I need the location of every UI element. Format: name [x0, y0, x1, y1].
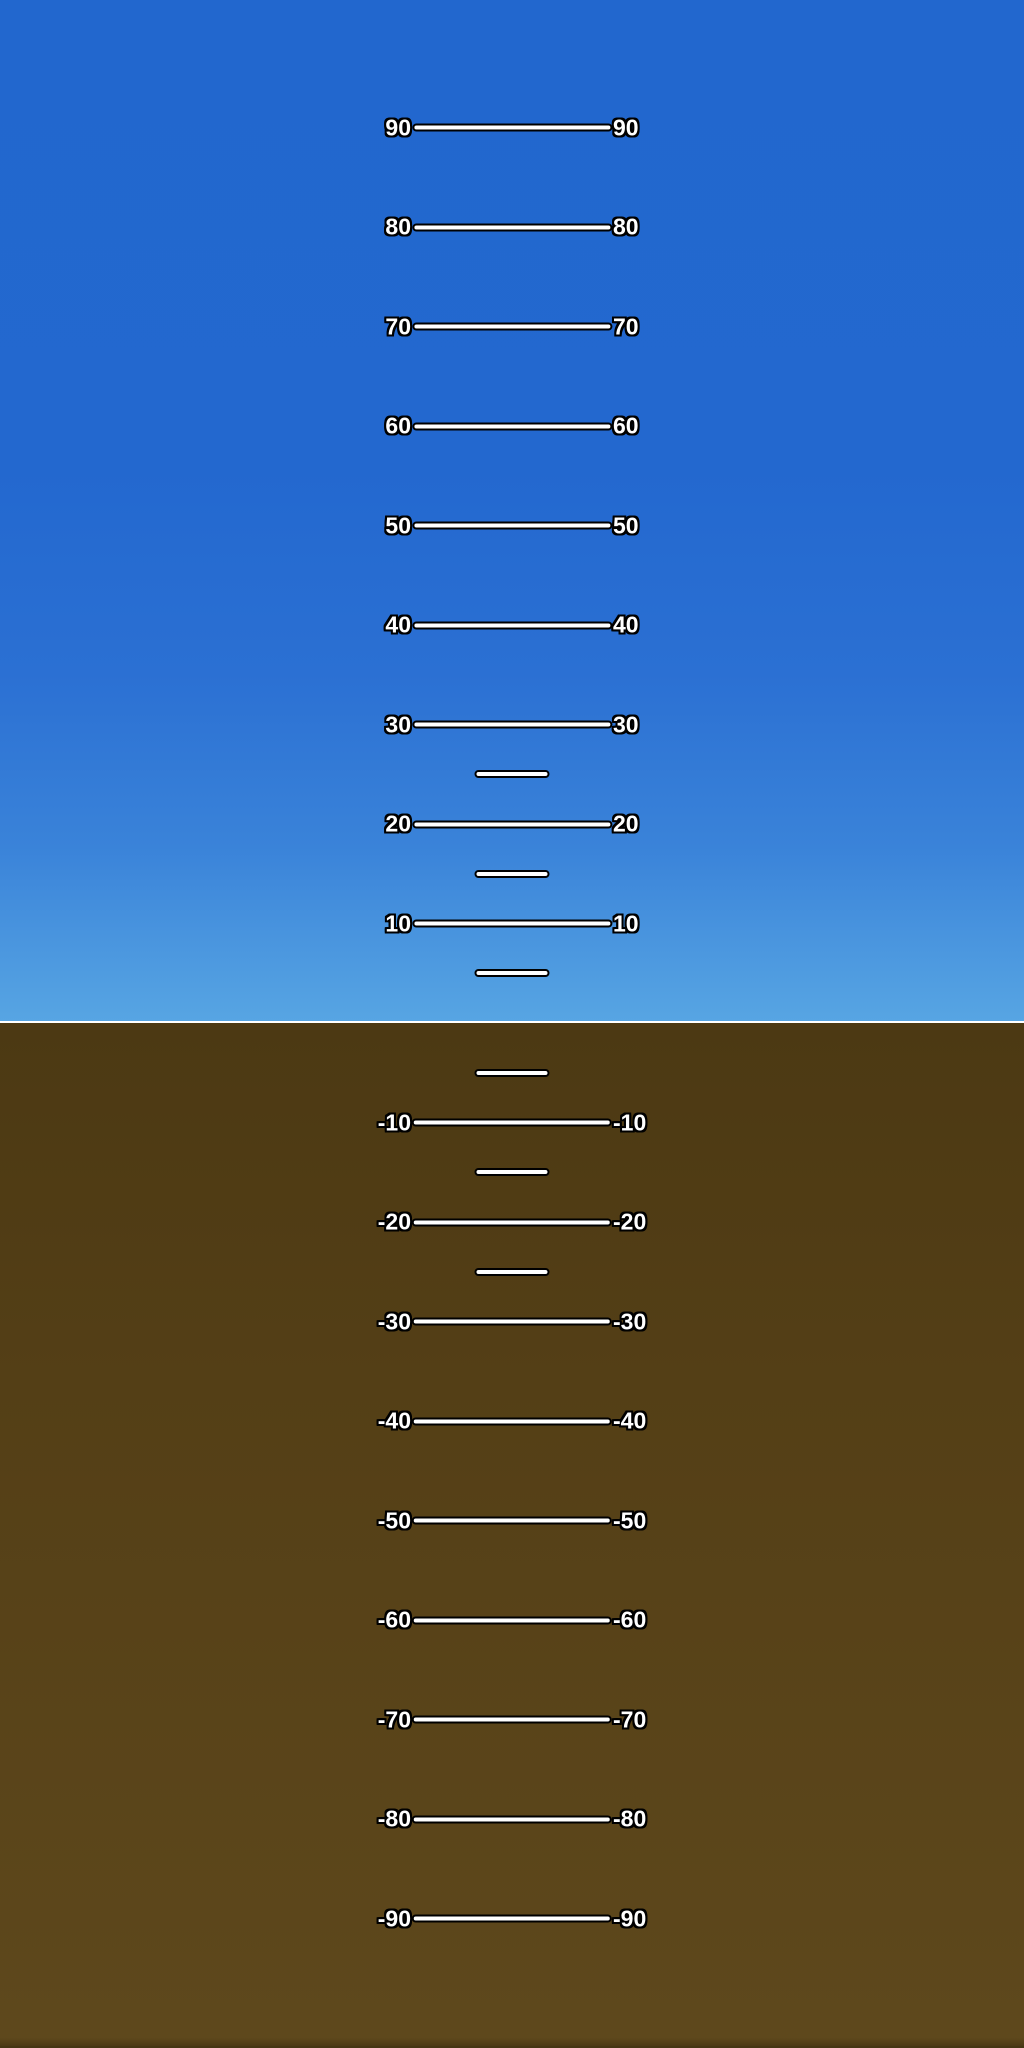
pitch-label-right: 90 [613, 114, 639, 140]
pitch-bar [412, 323, 612, 331]
pitch-label-right: -60 [613, 1606, 647, 1633]
pitch-label-left: 90 [385, 114, 411, 140]
pitch-label-left: -90 [377, 1905, 411, 1931]
pitch-label-left: 40 [385, 611, 411, 638]
pitch-minor-mark-15 [475, 870, 550, 878]
pitch-line-20 [385, 810, 639, 837]
pitch-line-50 [385, 514, 638, 537]
pitch-line--80 [377, 1805, 647, 1832]
pitch-bar [412, 1318, 612, 1326]
pitch-bar [412, 1815, 612, 1823]
pitch-label-left: 70 [385, 313, 411, 339]
pitch-label-left: 20 [385, 810, 411, 837]
pitch-label-right: -70 [613, 1706, 647, 1732]
pitch-bar [412, 1417, 612, 1425]
pitch-bar [412, 1616, 612, 1624]
pitch-label-right: 50 [613, 512, 639, 538]
pitch-label-left: 50 [385, 512, 411, 538]
pitch-minor-mark--5 [475, 1069, 550, 1077]
pitch-minor-mark-5 [475, 969, 550, 977]
pitch-label-right: -20 [613, 1208, 647, 1235]
pitch-label-right: 80 [613, 213, 639, 240]
pitch-line--70 [378, 1708, 647, 1731]
pitch-line-90 [385, 116, 638, 139]
pitch-bar [412, 721, 612, 729]
pitch-minor-mark--15 [475, 1168, 550, 1176]
pitch-label-right: -90 [613, 1905, 647, 1931]
pitch-line-10 [385, 912, 638, 935]
pitch-line--60 [377, 1606, 647, 1633]
pitch-label-right: -50 [613, 1507, 647, 1533]
pitch-bar [412, 422, 612, 430]
pitch-minor-mark-25 [475, 770, 550, 778]
pitch-bar [412, 920, 612, 928]
pitch-line--40 [377, 1407, 647, 1434]
pitch-label-right: 40 [613, 611, 639, 638]
pitch-line--30 [378, 1310, 647, 1333]
pitch-line--50 [378, 1509, 647, 1532]
pitch-line--10 [378, 1111, 647, 1134]
pitch-bar [412, 1716, 612, 1724]
pitch-label-left: -40 [377, 1407, 411, 1434]
pitch-bar [412, 124, 612, 132]
pitch-label-right: -30 [613, 1308, 647, 1334]
pitch-label-left: 30 [385, 711, 411, 737]
pitch-label-right: 70 [613, 313, 639, 339]
pitch-line-80 [385, 213, 639, 240]
pitch-label-left: -60 [377, 1606, 411, 1633]
pitch-bar [412, 820, 612, 828]
pitch-bar [412, 522, 612, 530]
pitch-label-left: -10 [377, 1109, 411, 1135]
pitch-line--90 [378, 1907, 647, 1930]
pitch-label-right: 30 [613, 711, 639, 737]
pitch-label-left: -20 [377, 1208, 411, 1235]
pitch-line--20 [377, 1208, 647, 1235]
pitch-label-left: 60 [385, 412, 411, 439]
pitch-bar [412, 1218, 612, 1226]
pitch-bar [412, 223, 612, 231]
pitch-label-right: -80 [613, 1805, 647, 1832]
pitch-bar [412, 1119, 612, 1127]
pitch-label-right: 10 [613, 910, 639, 936]
pitch-line-30 [385, 713, 638, 736]
pitch-label-left: 80 [385, 213, 411, 240]
pitch-line-70 [385, 315, 638, 338]
pitch-line-60 [385, 412, 639, 439]
pitch-label-left: 10 [385, 910, 411, 936]
pitch-label-right: 20 [613, 810, 639, 837]
pitch-bar [412, 621, 612, 629]
pitch-bar [412, 1915, 612, 1923]
pitch-label-right: -40 [613, 1407, 647, 1434]
pitch-label-left: -50 [377, 1507, 411, 1533]
pitch-bar [412, 1517, 612, 1525]
pitch-label-right: -10 [613, 1109, 647, 1135]
pitch-label-right: 60 [613, 412, 639, 439]
pitch-line-40 [385, 611, 639, 638]
pitch-label-left: -80 [377, 1805, 411, 1832]
pitch-label-left: -70 [377, 1706, 411, 1732]
pitch-label-left: -30 [377, 1308, 411, 1334]
pitch-minor-mark--25 [475, 1268, 550, 1276]
